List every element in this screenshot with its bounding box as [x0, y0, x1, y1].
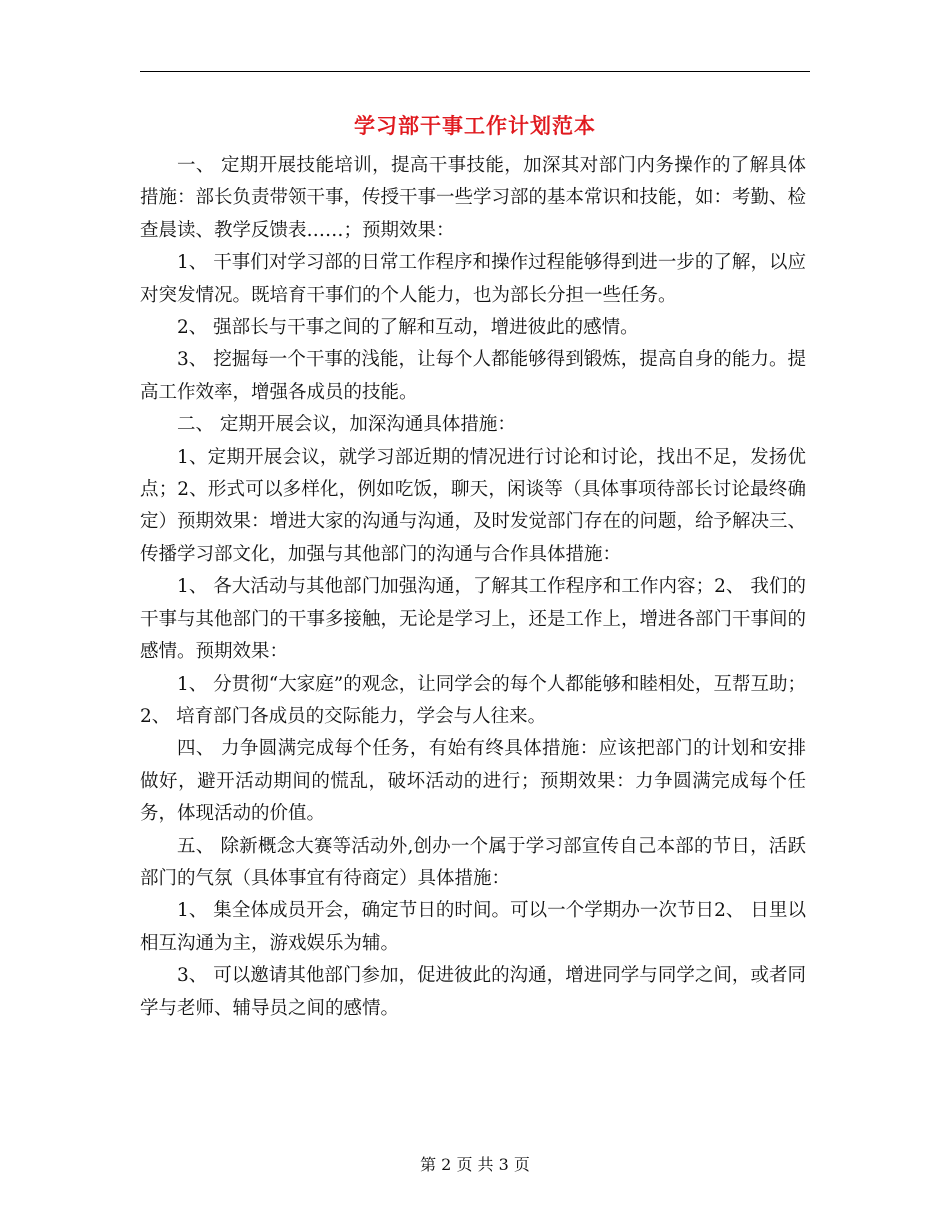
paragraph: 3、 挖掘每一个干事的浅能，让每个人都能够得到锻炼，提高自身的能力。提高工作效率，增强各成员的技能。	[140, 349, 806, 403]
paragraph: 1、定期开展会议，就学习部近期的情况进行讨论和讨论，找出不足，发扬优点；2、形式可以多样化，例如吃饭，聊天，闲谈等（具体事项待部长讨论最终确定）预期效果：增进大家的沟通与沟通，及时发觉部门存在的问题，给予解决三、 传播学习部文化，加强与其他部门的沟通与合作具体措施：	[140, 446, 807, 565]
paragraph: 五、 除新概念大赛等活动外,创办一个属于学习部宣传自己本部的节日，活跃部门的气氛（具体事宜有待商定）具体措施：	[140, 835, 806, 889]
page-number: 第 2 页 共 3 页	[420, 1155, 530, 1174]
paragraph: 一、 定期开展技能培训，提高干事技能，加深其对部门内务操作的了解具体措施：部长负责带领干事，传授干事一些学习部的基本常识和技能，如：考勤、检查晨读、教学反馈表……；预期效果：	[140, 155, 807, 241]
paragraph: 1、 集全体成员开会，确定节日的时间。可以一个学期办一次节日2、 日里以相互沟通为主，游戏娱乐为辅。	[140, 900, 806, 954]
paragraph: 二、 定期开展会议，加深沟通具体措施：	[177, 414, 516, 436]
paragraph: 2、 强部长与干事之间的了解和互动，增进彼此的感情。	[177, 317, 639, 339]
paragraph: 1、 各大活动与其他部门加强沟通，了解其工作程序和工作内容；2、 我们的干事与其他部门的干事多接触，无论是学习上，还是工作上，增进各部门干事间的感情。预期效果：	[140, 576, 807, 663]
document-body	[140, 150, 806, 1025]
paragraph: 四、 力争圆满完成每个任务，有始有终具体措施：应该把部门的计划和安排做好，避开活动期间的慌乱，破坏活动的进行；预期效果：力争圆满完成每个任务，体现活动的价值。	[140, 738, 806, 825]
paragraph: 1、 分贯彻“大家庭”的观念，让同学会的每个人都能够和睦相处，互帮互助；2、 培育部门各成员的交际能力，学会与人往来。	[140, 673, 806, 727]
document-title: 学习部干事工作计划范本	[354, 113, 596, 138]
paragraph: 3、 可以邀请其他部门参加，促进彼此的沟通，增进同学与同学之间，或者同学与老师、辅导员之间的感情。	[140, 965, 806, 1019]
header-rule	[140, 71, 810, 72]
paragraph: 1、 干事们对学习部的日常工作程序和操作过程能够得到进一步的了解，以应对突发情况。既培育干事们的个人能力，也为部长分担一些任务。	[140, 252, 806, 306]
